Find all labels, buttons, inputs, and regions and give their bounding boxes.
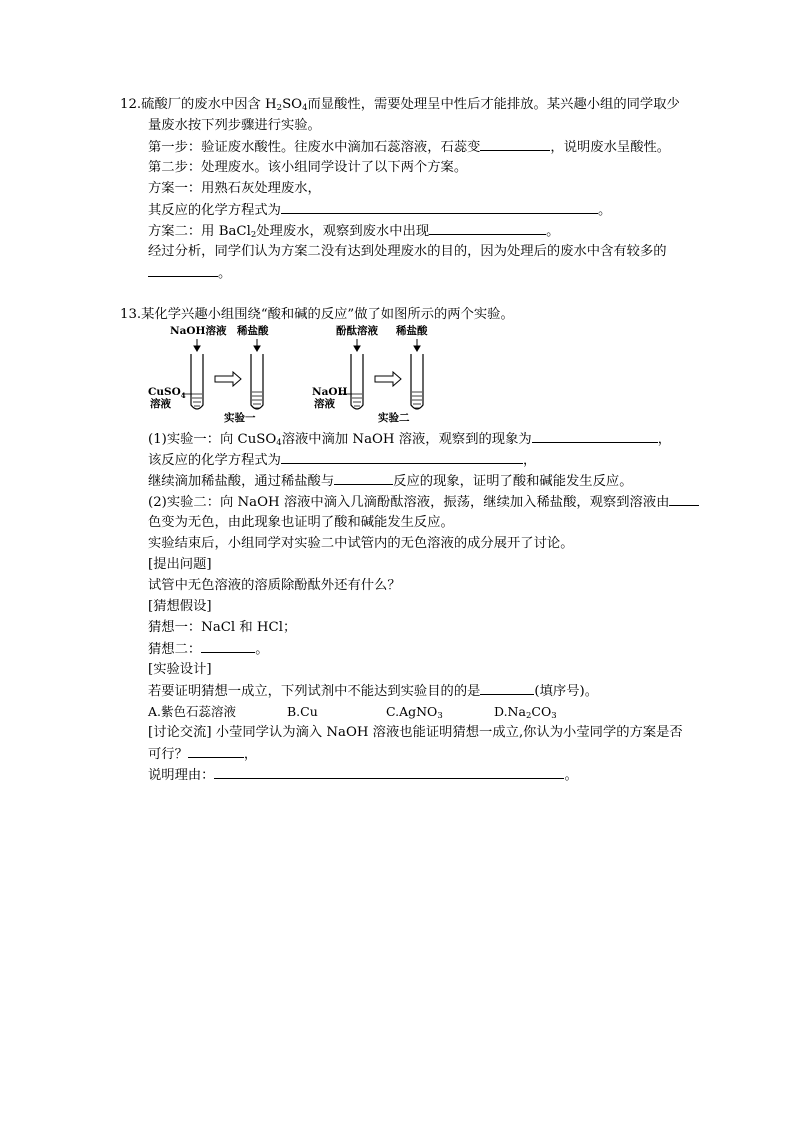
answer-blank[interactable] bbox=[281, 201, 598, 214]
q12-number: 12. bbox=[120, 97, 142, 112]
hypothesis-2: 猜想二： bbox=[148, 642, 202, 657]
q12-line2 bbox=[148, 117, 321, 135]
option-d: $D.Na_2CO_3$ bbox=[494, 704, 557, 721]
q13-p1 bbox=[148, 430, 671, 449]
q13-p2-cont bbox=[148, 514, 454, 532]
q12-plan2 bbox=[148, 222, 559, 241]
q12-step2 bbox=[148, 159, 467, 177]
p1-text: 溶液中滴加 NaOH 溶液，观察到的现象为 bbox=[281, 432, 532, 447]
q12-intro-text: SO bbox=[282, 97, 303, 112]
question-text: 试管中无色溶液的溶质除酚酞外还有什么？ bbox=[148, 578, 401, 593]
test-tube bbox=[251, 354, 263, 409]
answer-blank[interactable] bbox=[480, 682, 534, 695]
exp1-caption: 实验一 bbox=[224, 412, 256, 424]
section-heading: [提出问题] bbox=[148, 557, 212, 572]
subscript: 2 bbox=[276, 103, 283, 113]
plan1-eq-text: 其反应的化学方程式为 bbox=[148, 203, 281, 218]
q12-plan1-eq bbox=[148, 201, 611, 220]
option-b: B.Cu bbox=[287, 704, 318, 719]
p2-cont-text: 色变为无色，由此现象也证明了酸和碱能发生反应。 bbox=[148, 515, 454, 530]
q13-p1-eq bbox=[148, 451, 536, 470]
answer-blank[interactable] bbox=[669, 493, 699, 506]
discuss-text: [讨论交流] 小莹同学认为滴入 NaOH 溶液也能证明猜想一成立,你认为小莹同学的方案是否 bbox=[148, 725, 683, 740]
p1-cont-text: 继续滴加稀盐酸，通过稀盐酸与 bbox=[148, 474, 335, 489]
comma: ， bbox=[657, 432, 671, 447]
design-text: 若要证明猜想一成立，下列试剂中不能达到实验目的的是 bbox=[148, 684, 481, 699]
period: 。 bbox=[597, 203, 612, 218]
q13-raise-question bbox=[148, 556, 212, 574]
liquid-fill bbox=[412, 392, 422, 408]
exp1-side-label-2: 溶液 bbox=[150, 398, 171, 410]
q13-discuss-cont bbox=[148, 745, 257, 764]
q13-discuss-intro bbox=[148, 535, 574, 553]
answer-blank[interactable] bbox=[281, 451, 523, 464]
analysis-text: 经过分析，同学们认为方案二没有达到处理废水的目的，因为处理后的废水中含有较多的 bbox=[148, 244, 667, 259]
q12-intro-text: 而显酸性，需要处理呈中性后才能排放。某兴趣小组的同学取少 bbox=[307, 97, 680, 112]
option-a: A.紫色石蕊溶液 bbox=[148, 704, 237, 719]
q13-hyp2 bbox=[148, 640, 268, 659]
exp2-reagent-phenol-label: 酚酞溶液 bbox=[336, 325, 378, 337]
q13-reason bbox=[148, 766, 578, 785]
answer-blank[interactable] bbox=[201, 640, 255, 653]
p2-text: (2)实验二：向 NaOH 溶液中滴入几滴酚酞溶液，振荡，继续加入稀盐酸，观察到溶液由 bbox=[148, 495, 670, 510]
discuss-intro-text: 实验结束后，小组同学对实验二中试管内的无色溶液的成分展开了讨论。 bbox=[148, 536, 574, 551]
q12-plan1 bbox=[148, 180, 321, 198]
discuss-text-cont: 可行？ bbox=[148, 747, 188, 762]
section-heading: [实验设计] bbox=[148, 662, 212, 677]
exp2-caption: 实验二 bbox=[378, 412, 410, 424]
period: 。 bbox=[218, 266, 232, 281]
drop-arrowhead bbox=[354, 346, 360, 351]
section-heading: [猜想假设] bbox=[148, 599, 212, 614]
q12-intro-text: 硫酸厂的废水中因含 H bbox=[141, 97, 277, 112]
answer-blank[interactable] bbox=[188, 745, 244, 758]
liquid-fill bbox=[252, 392, 262, 408]
test-tube bbox=[351, 354, 363, 409]
right-arrow-icon bbox=[215, 372, 241, 386]
period: 。 bbox=[546, 224, 560, 239]
q12-step1 bbox=[148, 138, 670, 157]
q12-line1 bbox=[120, 96, 680, 114]
test-tube bbox=[191, 354, 203, 409]
answer-blank[interactable] bbox=[334, 472, 393, 485]
exp2-side-label: NaOH bbox=[312, 386, 348, 398]
q13-p1-cont bbox=[148, 472, 633, 491]
comma: ， bbox=[243, 747, 258, 762]
plan2-text: 处理废水，观察到废水中出现 bbox=[256, 224, 430, 239]
plan2-text: 方案二：用 BaCl bbox=[148, 224, 251, 239]
q13-question bbox=[148, 577, 401, 595]
hypothesis-1: 猜想一：NaCl 和 HCl； bbox=[148, 620, 297, 635]
q12-analysis-end bbox=[148, 264, 231, 283]
p1-text: (1)实验一：向 CuSO bbox=[148, 432, 277, 447]
reason-label: 说明理由： bbox=[148, 768, 215, 783]
exp2-reagent-hcl-label: 稀盐酸 bbox=[396, 325, 428, 337]
liquid-fill bbox=[192, 394, 202, 406]
comma: ， bbox=[522, 453, 537, 468]
drop-arrowhead bbox=[254, 346, 260, 351]
exp1-reagent-naoh-label: NaOH溶液 bbox=[170, 325, 227, 337]
exp1-reagent-hcl-label: 稀盐酸 bbox=[237, 325, 269, 337]
step1-text-end: ，说明废水呈酸性。 bbox=[550, 140, 671, 155]
answer-blank[interactable] bbox=[214, 766, 564, 779]
q13-intro-text: 某化学兴趣小组围绕“酸和碱的反应”做了如图所示的两个实验。 bbox=[141, 307, 514, 322]
liquid-fill bbox=[352, 394, 362, 406]
q13-p2 bbox=[148, 493, 699, 512]
design-text-end: (填序号)。 bbox=[534, 684, 598, 699]
answer-blank[interactable] bbox=[480, 138, 550, 151]
drop-arrowhead bbox=[194, 346, 200, 351]
p1-cont-text: 反应的现象，证明了酸和碱能发生反应。 bbox=[393, 474, 633, 489]
q13-hyp-title bbox=[148, 598, 212, 616]
step2-text: 第二步：处理废水。该小组同学设计了以下两个方案。 bbox=[148, 160, 468, 175]
q13-design bbox=[148, 682, 598, 701]
subscript: 4 bbox=[276, 438, 282, 448]
answer-blank[interactable] bbox=[532, 430, 658, 443]
answer-blank[interactable] bbox=[148, 264, 218, 277]
period: 。 bbox=[564, 768, 578, 783]
experiment-figure bbox=[140, 322, 440, 427]
p1-eq-text: 该反应的化学方程式为 bbox=[148, 453, 281, 468]
plan1-text: 方案一：用熟石灰处理废水， bbox=[148, 181, 321, 196]
q13-number: 13. bbox=[120, 307, 142, 322]
test-tube bbox=[411, 354, 423, 409]
subscript: 4 bbox=[302, 103, 308, 113]
q12-intro-cont: 量废水按下列步骤进行实验。 bbox=[148, 118, 321, 133]
answer-blank[interactable] bbox=[429, 222, 546, 235]
q13-discuss bbox=[148, 724, 683, 742]
subscript: 2 bbox=[250, 230, 257, 240]
period: 。 bbox=[255, 642, 269, 657]
drop-arrowhead bbox=[414, 346, 420, 351]
exp2-side-label-2: 溶液 bbox=[314, 398, 335, 410]
q12-analysis bbox=[148, 243, 667, 261]
q13-hyp1 bbox=[148, 619, 296, 637]
option-c: C.AgNO$_3$ bbox=[386, 704, 443, 721]
right-arrow-icon bbox=[375, 372, 401, 386]
q13-design-title bbox=[148, 661, 212, 679]
step1-text: 第一步：验证废水酸性。往废水中滴加石蕊溶液，石蕊变 bbox=[148, 140, 481, 155]
exp1-side-label: CuSO$_4$ bbox=[148, 386, 186, 400]
